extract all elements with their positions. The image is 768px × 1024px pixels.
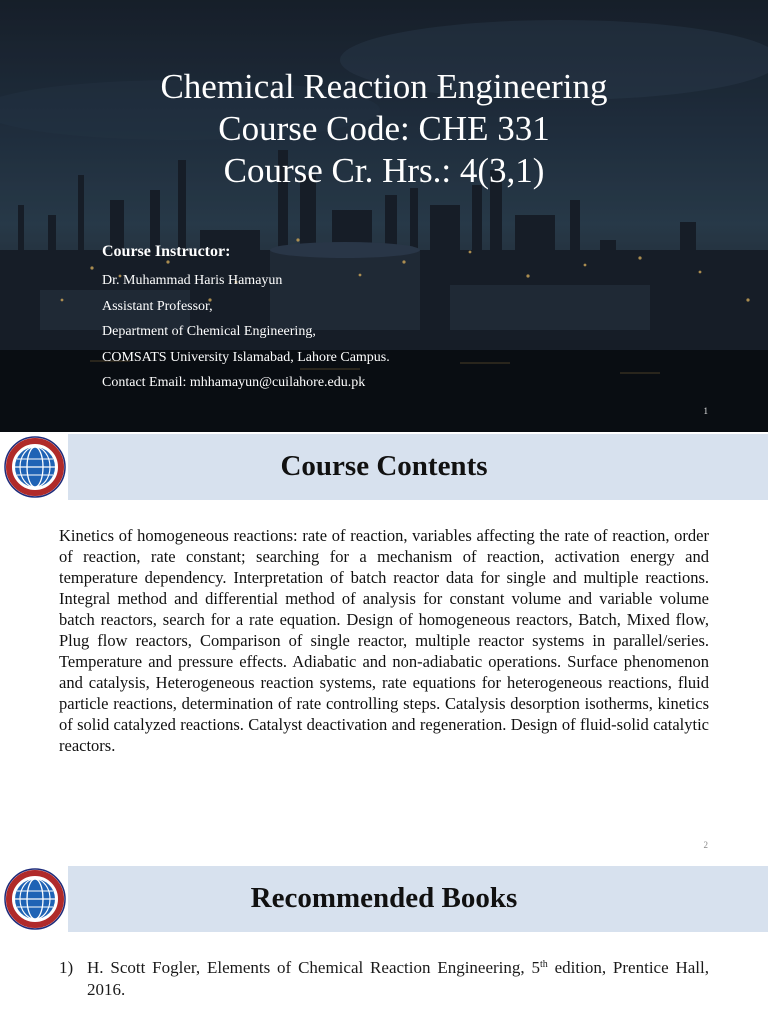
title-line-2: Course Code: CHE 331 [218, 109, 550, 148]
book-citation [87, 957, 709, 1001]
book-edition-superscript: th [540, 959, 548, 970]
instructor-university: COMSATS University Islamabad, Lahore Campus. [102, 349, 390, 365]
instructor-name: Dr. Muhammad Haris Hamayun [102, 273, 283, 288]
instructor-department: Department of Chemical Engineering, [102, 324, 316, 339]
course-contents-paragraph: Kinetics of homogeneous reactions: rate of reaction, variables affecting the rate of reaction, order of reaction, rate constant; searching for a mechanism of reaction, activation energy and temperature dependency. Interpretation of batch reactor data for single and multiple reactions. Integral method and differential method of analysis for constant volume and variable volume batch reactors, search for a rate equation. Design of homogeneous reactors, Batch, Mixed flow, Plug flow reactors, Comparison of single reactor, multiple reactor systems in parallel/series. Temperature and pressure effects. Adiabatic and non-adiabatic operations. Surface phenomenon and catalysis, Heterogeneous reaction systems, rate equations for heterogeneous reactions, fluid particle reactions, determination of rate controlling steps. Catalysis desorption isotherms, kinetics of solid catalyzed reactions. Catalyst deactivation and regeneration. Design of fluid-solid catalytic reactors. [59, 526, 709, 755]
list-item [59, 957, 709, 1001]
instructor-position: Assistant Professor, [102, 298, 213, 314]
book-text-before: H. Scott Fogler, Elements of Chemical Reaction Engineering, 5 [87, 958, 540, 977]
book-number: 1) [59, 958, 74, 977]
title-slide [0, 0, 768, 432]
page-number-2: 2 [703, 840, 708, 850]
course-title [0, 66, 768, 192]
instructor-heading: Course Instructor: [102, 243, 231, 260]
instructor-info [102, 242, 390, 396]
book-text-after: edition, Prentice Hall, 2016. [87, 958, 709, 999]
book-list [59, 957, 709, 1001]
title-line-1: Chemical Reaction Engineering [160, 67, 608, 106]
section-title: Course Contents [280, 450, 488, 482]
section-title: Recommended Books [250, 882, 518, 914]
title-line-3: Course Cr. Hrs.: 4(3,1) [223, 151, 545, 190]
page-number-1: 1 [703, 406, 708, 416]
instructor-email: Contact Email: mhhamayun@cuilahore.edu.pk [102, 375, 366, 390]
